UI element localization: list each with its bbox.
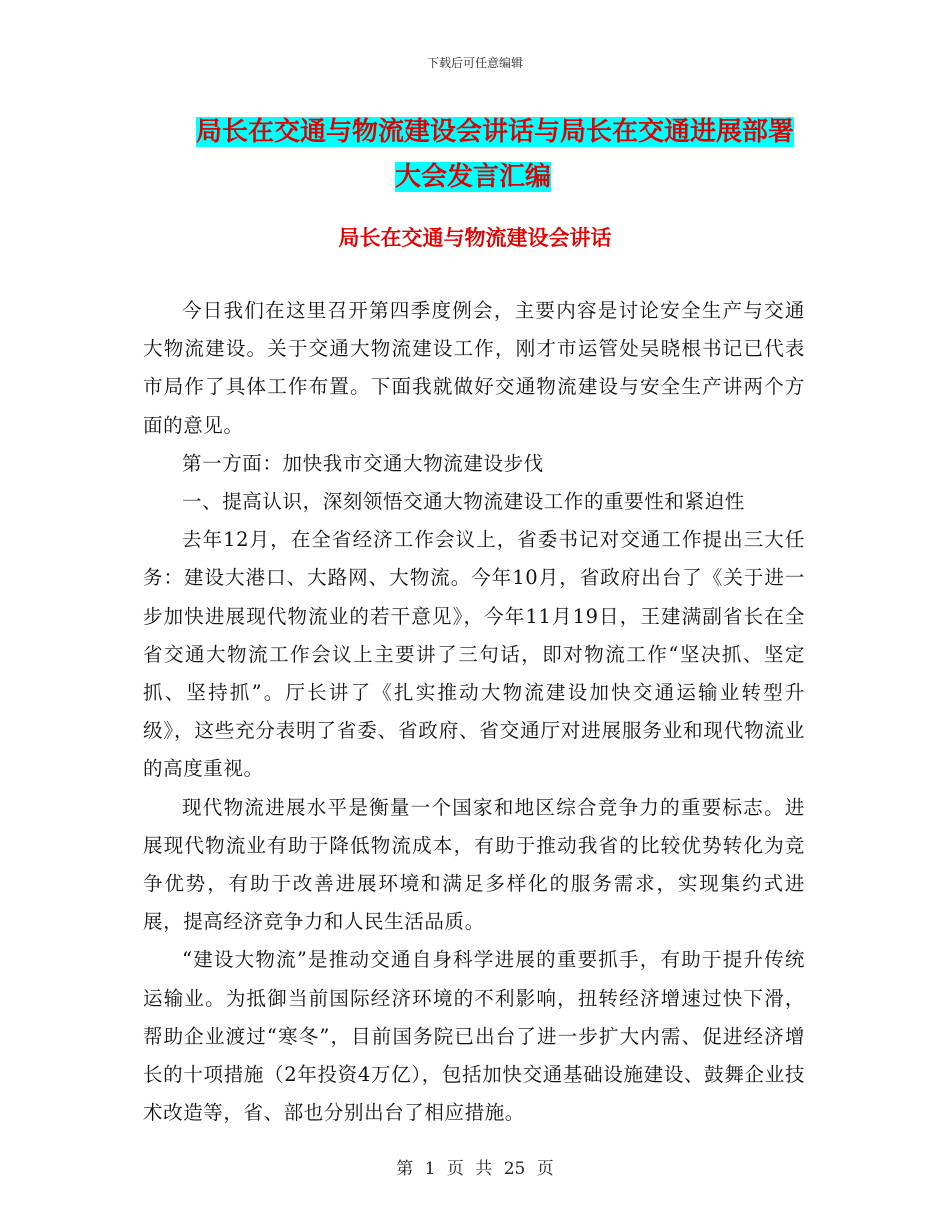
paragraph: 一、提高认识，深刻领悟交通大物流建设工作的重要性和紧迫性 — [182, 490, 745, 514]
paragraph: 第一方面：加快我市交通大物流建设步伐 — [182, 451, 544, 475]
document-body — [143, 292, 805, 1132]
page-number: 第 1 页 共 25 页 — [396, 1159, 554, 1179]
paragraph: 今日我们在这里召开第四季度例会，主要内容是讨论安全生产与交通大物流建设。关于交通大物流建设工作，刚才市运管处吴晓根书记已代表市局作了具体工作布置。下面我就做好交通物流建设与安全生产讲两个方面的意见。 — [143, 299, 805, 437]
section-title: 局长在交通与物流建设会讲话 — [338, 225, 612, 250]
document-title-line-2: 大会发言汇编 — [395, 162, 552, 192]
paragraph: 现代物流进展水平是衡量一个国家和地区综合竞争力的重要标志。进展现代物流业有助于降低物流成本，有助于推动我省的比较优势转化为竞争优势，有助于改善进展环境和满足多样化的服务需求，实现集约式进展，提高经济竞争力和人民生活品质。 — [143, 795, 805, 934]
paragraph: 去年12月，在全省经济工作会议上，省委书记对交通工作提出三大任务：建设大港口、大路网、大物流。今年10月，省政府出台了《关于进一步加快进展现代物流业的若干意见》，今年11月19日，王建满副省长在全省交通大物流工作会议上主要讲了三句话，即对物流工作“坚决抓、坚定抓、坚持抓”。厅长讲了《扎实推动大物流建设加快交通运输业转型升级》，这些充分表明了省委、省政府、省交通厅对进展服务业和现代物流业的高度重视。 — [143, 528, 805, 781]
paragraph: “建设大物流”是推动交通自身科学进展的重要抓手，有助于提升传统运输业。为抵御当前国际经济环境的不利影响，扭转经济增速过快下滑，帮助企业渡过“寒冬”，目前国务院已出台了进一步扩大内需、促进经济增长的十项措施（2年投资4万亿），包括加快交通基础设施建设、鼓舞企业技术改造等，省、部也分别出台了相应措施。 — [143, 948, 805, 1125]
header-note: 下载后可任意编辑 — [426, 56, 523, 70]
document-title-line-1: 局长在交通与物流建设会讲话与局长在交通进展部署 — [196, 117, 795, 147]
